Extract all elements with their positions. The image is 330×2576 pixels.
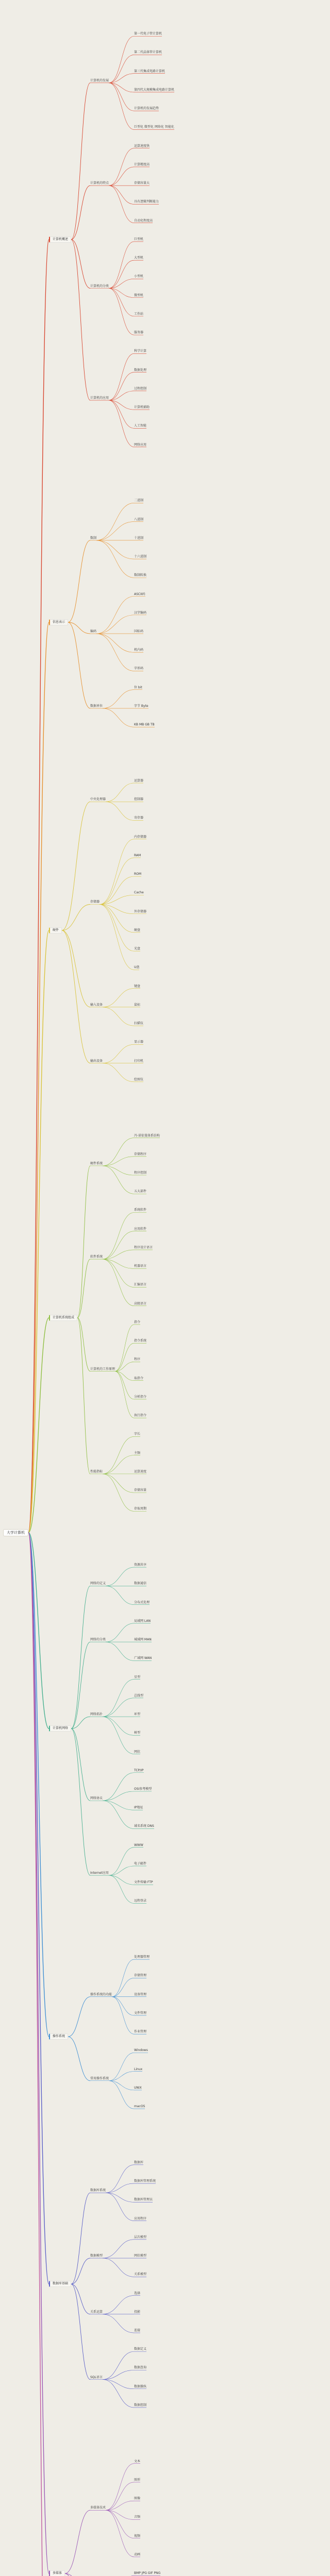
topic-node[interactable]: 硬件系统 xyxy=(90,1161,103,1165)
leaf-node[interactable]: Windows xyxy=(134,2048,148,2053)
leaf-node[interactable]: U盘 xyxy=(134,965,140,970)
link xyxy=(103,690,134,708)
link xyxy=(103,1680,134,1717)
leaf-node[interactable]: 文件传输 FTP xyxy=(134,1880,153,1885)
leaf-node[interactable]: 存储程序 xyxy=(134,1152,147,1156)
leaf-node[interactable]: 二进制 xyxy=(134,499,144,503)
topic-node[interactable]: 操作系统的功能 xyxy=(90,1992,112,1996)
leaf-node[interactable]: 星型 xyxy=(134,1675,141,1679)
link xyxy=(109,167,134,185)
leaf-node[interactable]: 巨型机 xyxy=(134,237,144,241)
leaf-node[interactable]: 数据库管理系统 xyxy=(134,2179,156,2183)
leaf-node[interactable]: 计算机的发展趋势 xyxy=(134,107,159,111)
link xyxy=(103,1801,134,1828)
link xyxy=(77,1166,90,1318)
leaf-node[interactable]: 树型 xyxy=(134,1731,141,1735)
topic-node[interactable]: 性能指标 xyxy=(90,1469,103,1473)
topic-node[interactable]: 计算机的分类 xyxy=(90,284,109,288)
link xyxy=(28,1533,49,2037)
leaf-node[interactable]: 存储管理 xyxy=(134,1974,147,1978)
leaf-node[interactable]: 文本 xyxy=(134,2459,141,2463)
link xyxy=(28,240,49,1533)
leaf-node[interactable]: UNIX xyxy=(134,2086,142,2090)
leaf-node[interactable]: 第三代集成电路计算机 xyxy=(134,69,166,73)
leaf-node[interactable]: WWW xyxy=(134,1843,143,1847)
link xyxy=(96,540,134,578)
link xyxy=(62,930,90,1063)
leaf-node[interactable]: 存储容量大 xyxy=(134,181,150,185)
leaf-node[interactable]: macOS xyxy=(134,2105,145,2109)
link xyxy=(71,240,90,289)
link xyxy=(96,540,134,559)
leaf-node[interactable]: 绘图仪 xyxy=(134,1077,144,1081)
link xyxy=(109,1875,134,1885)
leaf-node[interactable]: 十进制 xyxy=(134,536,144,540)
leaf-node[interactable]: 主频 xyxy=(134,1451,141,1455)
link xyxy=(103,1259,134,1306)
leaf-node[interactable]: 数据处理 xyxy=(134,368,147,372)
link xyxy=(28,1533,49,2573)
leaf-node[interactable]: 处理器管理 xyxy=(134,1955,150,1959)
leaf-node[interactable]: BMP JPG GIF PNG xyxy=(134,2571,161,2575)
leaf-node[interactable]: 微型机 xyxy=(134,293,144,297)
leaf-node[interactable]: IP地址 xyxy=(134,1806,143,1810)
leaf-node[interactable]: 八进制 xyxy=(134,517,144,521)
link xyxy=(109,242,134,289)
link xyxy=(103,1138,134,1166)
leaf-node[interactable]: 过程控制 xyxy=(134,386,147,391)
leaf-node[interactable]: KB MB GB TB xyxy=(134,723,155,727)
link xyxy=(112,1997,134,2034)
branch-node-3[interactable]: 硬件 xyxy=(49,927,62,934)
leaf-node[interactable]: 第二代晶体管计算机 xyxy=(134,50,162,55)
link xyxy=(100,876,134,904)
link xyxy=(100,839,134,905)
leaf-node[interactable]: 存储容量 xyxy=(134,1488,147,1493)
leaf-node[interactable]: 设备管理 xyxy=(134,1992,147,1996)
link xyxy=(68,622,90,634)
leaf-node[interactable]: 冯·诺依曼体系结构 xyxy=(134,1133,160,1138)
leaf-node[interactable]: 层次模型 xyxy=(134,2235,147,2239)
leaf-node[interactable]: 执行指令 xyxy=(134,1414,147,1418)
topic-node[interactable]: 输入设备 xyxy=(90,1003,103,1007)
leaf-node[interactable]: 汇编语言 xyxy=(134,1283,147,1287)
leaf-node[interactable]: ASCII码 xyxy=(134,592,145,596)
link xyxy=(103,989,134,1007)
link xyxy=(109,391,134,400)
link xyxy=(109,83,134,92)
topic-node[interactable]: SQL语言 xyxy=(90,2375,103,2379)
branch-node-6[interactable]: 操作系统 xyxy=(49,2033,68,2040)
link xyxy=(71,1586,90,1728)
link xyxy=(71,83,90,240)
branch-node-8[interactable]: 多媒体 xyxy=(49,2570,65,2576)
link xyxy=(112,1997,134,2015)
topic-node[interactable]: 计算机的发展 xyxy=(90,78,109,82)
leaf-node[interactable]: 应用软件 xyxy=(134,1227,147,1231)
leaf-node[interactable]: 作业管理 xyxy=(134,2030,147,2034)
leaf-node[interactable]: 网络应用 xyxy=(134,443,147,447)
link xyxy=(109,1866,134,1875)
link xyxy=(103,1773,134,1801)
link xyxy=(115,1371,134,1418)
link xyxy=(109,289,134,298)
topic-node[interactable]: 数制 xyxy=(90,536,97,540)
link xyxy=(71,2258,90,2284)
link xyxy=(103,1166,134,1175)
topic-node[interactable]: 软件系统 xyxy=(90,1255,103,1259)
leaf-node[interactable]: 图像 xyxy=(134,2497,141,2501)
leaf-node[interactable]: 运算器 xyxy=(134,778,144,783)
link xyxy=(109,2081,134,2090)
link xyxy=(100,904,134,951)
link xyxy=(68,1997,90,2037)
branch-node-2[interactable]: 信息表示 xyxy=(49,619,68,625)
leaf-node[interactable]: 显示器 xyxy=(134,1040,144,1044)
leaf-node[interactable]: 系统软件 xyxy=(134,1208,147,1212)
leaf-node[interactable]: 图形 xyxy=(134,2478,141,2482)
leaf-node[interactable]: 国标码 xyxy=(134,629,144,633)
link xyxy=(71,185,90,240)
link xyxy=(109,2072,134,2081)
link xyxy=(106,802,134,820)
link xyxy=(109,1848,134,1875)
leaf-node[interactable]: 扫描仪 xyxy=(134,1022,144,1026)
leaf-node[interactable]: 投影 xyxy=(134,2310,141,2314)
link xyxy=(103,1250,134,1259)
link xyxy=(103,2380,134,2389)
link xyxy=(106,2510,134,2519)
leaf-node[interactable]: 汉字编码 xyxy=(134,611,147,615)
link xyxy=(103,2380,134,2408)
link xyxy=(71,2284,90,2314)
link xyxy=(103,1436,134,1473)
link xyxy=(106,1623,134,1642)
leaf-node[interactable]: 高级语言 xyxy=(134,1301,147,1306)
topic-node[interactable]: 网络的分类 xyxy=(90,1638,106,1642)
leaf-node[interactable]: 指令 xyxy=(134,1320,141,1324)
link xyxy=(100,904,134,913)
link xyxy=(106,2501,134,2510)
link xyxy=(112,1978,134,1996)
topic-node[interactable]: 数据模型 xyxy=(90,2254,103,2258)
leaf-node[interactable]: 计算精度高 xyxy=(134,162,150,166)
link xyxy=(109,2081,134,2109)
leaf-node[interactable]: 动画 xyxy=(134,2552,141,2556)
topic-node[interactable]: 编码 xyxy=(90,629,97,633)
leaf-node[interactable]: 寄存器 xyxy=(134,816,144,820)
leaf-node[interactable]: 数据库管理员 xyxy=(134,2198,153,2202)
link xyxy=(96,522,134,540)
link xyxy=(96,615,134,634)
link xyxy=(109,400,134,447)
leaf-node[interactable]: 局域网 LAN xyxy=(134,1619,151,1623)
link xyxy=(115,1362,134,1371)
link xyxy=(77,1318,90,1474)
link xyxy=(28,930,49,1533)
link xyxy=(103,1259,134,1268)
leaf-node[interactable]: 机内码 xyxy=(134,648,144,652)
link xyxy=(106,783,134,802)
link xyxy=(65,2510,90,2573)
leaf-node[interactable]: 数据操纵 xyxy=(134,2384,147,2388)
leaf-node[interactable]: 数制转换 xyxy=(134,573,147,578)
leaf-node[interactable]: 广域网 WAN xyxy=(134,1656,152,1660)
branch-node-4[interactable]: 计算机系统组成 xyxy=(49,1315,77,1321)
leaf-node[interactable]: 电子邮件 xyxy=(134,1861,147,1866)
link xyxy=(103,2351,134,2379)
link xyxy=(109,74,134,83)
leaf-node[interactable]: 控制器 xyxy=(134,798,144,802)
leaf-node[interactable]: 硬盘 xyxy=(134,928,141,932)
leaf-node[interactable]: 音频 xyxy=(134,2515,141,2519)
leaf-node[interactable]: TCP/IP xyxy=(134,1768,144,1772)
link xyxy=(103,1717,134,1754)
leaf-node[interactable]: 小型机 xyxy=(134,275,144,279)
leaf-node[interactable]: 程序控制 xyxy=(134,1171,147,1175)
topic-node[interactable]: 网络拓扑 xyxy=(90,1713,103,1717)
leaf-node[interactable]: Linux xyxy=(134,2067,143,2071)
link xyxy=(103,1717,134,1735)
link xyxy=(103,1791,134,1801)
topic-node[interactable]: 数据单位 xyxy=(90,704,103,708)
branch-node-7[interactable]: 数据库基础 xyxy=(49,2281,71,2287)
leaf-node[interactable]: 环型 xyxy=(134,1713,141,1717)
leaf-node[interactable]: 数据定义 xyxy=(134,2347,147,2351)
link xyxy=(103,1044,134,1063)
link xyxy=(109,353,134,400)
leaf-node[interactable]: 视频 xyxy=(134,2534,141,2538)
leaf-node[interactable]: 打印机 xyxy=(134,1059,144,1063)
leaf-node[interactable]: 工作站 xyxy=(134,312,144,316)
link xyxy=(106,2510,134,2557)
leaf-node[interactable]: 十六进制 xyxy=(134,555,147,559)
topic-node[interactable]: 计算机的特点 xyxy=(90,181,109,185)
link xyxy=(106,2193,134,2221)
leaf-node[interactable]: 第四代大规模集成电路计算机 xyxy=(134,88,175,92)
link xyxy=(68,622,90,708)
link xyxy=(103,708,134,727)
link xyxy=(109,289,134,335)
link xyxy=(103,1698,134,1717)
leaf-node[interactable]: 资源共享 xyxy=(134,1563,147,1567)
link xyxy=(103,2296,134,2314)
leaf-node[interactable]: 内存储器 xyxy=(134,835,147,839)
link xyxy=(62,904,90,930)
link xyxy=(109,83,134,130)
link xyxy=(109,279,134,288)
link xyxy=(103,2258,134,2277)
leaf-node[interactable]: Cache xyxy=(134,891,144,895)
leaf-node[interactable]: OSI参考模型 xyxy=(134,1787,152,1791)
leaf-node[interactable]: ROM xyxy=(134,872,142,876)
leaf-node[interactable]: 键盘 xyxy=(134,984,141,988)
link xyxy=(106,1642,134,1660)
topic-node[interactable]: 常用操作系统 xyxy=(90,2076,109,2080)
leaf-node[interactable]: 选择 xyxy=(134,2291,141,2295)
link xyxy=(77,1318,90,1371)
link xyxy=(103,2314,134,2333)
link xyxy=(96,634,134,671)
link xyxy=(103,1455,134,1474)
leaf-node[interactable]: 字形码 xyxy=(134,667,144,671)
topic-node[interactable]: 计算机的工作原理 xyxy=(90,1367,116,1371)
topic-node[interactable]: 中央处理器 xyxy=(90,798,106,802)
leaf-node[interactable]: 网状 xyxy=(134,1750,141,1754)
link xyxy=(68,540,90,622)
leaf-node[interactable]: 服务器 xyxy=(134,331,144,335)
link xyxy=(106,1586,134,1604)
link xyxy=(65,2573,90,2576)
link xyxy=(103,1157,134,1166)
link xyxy=(106,2464,134,2511)
leaf-node[interactable]: 运算速度快 xyxy=(134,144,150,148)
leaf-node[interactable]: 数据控制 xyxy=(134,2403,147,2407)
leaf-node[interactable]: 数据通信 xyxy=(134,1582,147,1586)
leaf-node[interactable]: 光盘 xyxy=(134,947,141,951)
leaf-node[interactable]: 字节 Byte xyxy=(134,704,148,708)
leaf-node[interactable]: 取指令 xyxy=(134,1376,144,1380)
link xyxy=(109,185,134,204)
link xyxy=(106,1567,134,1586)
topic-node[interactable]: 网络协议 xyxy=(90,1797,103,1801)
link xyxy=(62,802,90,930)
leaf-node[interactable]: 第一代电子管计算机 xyxy=(134,32,162,36)
leaf-node[interactable]: 网状模型 xyxy=(134,2254,147,2258)
link xyxy=(103,1212,134,1259)
leaf-node[interactable]: 自动化程度高 xyxy=(134,218,153,223)
leaf-node[interactable]: 字长 xyxy=(134,1432,141,1436)
link xyxy=(109,2053,134,2080)
leaf-node[interactable]: 大型机 xyxy=(134,256,144,260)
link xyxy=(100,904,134,932)
link xyxy=(115,1325,134,1371)
root-node[interactable]: 大学计算机 xyxy=(3,1529,28,1536)
link xyxy=(103,1063,134,1082)
link xyxy=(103,1166,134,1194)
leaf-node[interactable]: 应用程序 xyxy=(134,2216,147,2221)
link xyxy=(68,2037,90,2081)
leaf-node[interactable]: 连接 xyxy=(134,2329,141,2332)
link xyxy=(100,858,134,905)
link xyxy=(103,1474,134,1511)
leaf-node[interactable]: 分析指令 xyxy=(134,1395,147,1399)
link xyxy=(96,634,134,652)
leaf-node[interactable]: 文件管理 xyxy=(134,2011,147,2015)
leaf-node[interactable]: 人工智能 xyxy=(134,424,147,428)
link xyxy=(112,1959,134,1996)
topic-node[interactable]: 存储器 xyxy=(90,900,100,904)
leaf-node[interactable]: 具有逻辑判断能力 xyxy=(134,200,159,204)
leaf-node[interactable]: 程序设计语言 xyxy=(134,1245,153,1249)
link xyxy=(28,622,49,1533)
leaf-node[interactable]: 城域网 MAN xyxy=(134,1638,152,1642)
link xyxy=(96,597,134,634)
leaf-node[interactable]: 域名系统 DNS xyxy=(134,1824,154,1828)
link xyxy=(103,2240,134,2258)
topic-node[interactable]: 多媒体技术 xyxy=(90,2506,106,2510)
link xyxy=(106,2183,134,2193)
link xyxy=(103,1474,134,1493)
leaf-node[interactable]: 机器语言 xyxy=(134,1264,147,1268)
link xyxy=(109,1875,134,1903)
link xyxy=(96,503,134,540)
leaf-node[interactable]: 远程登录 xyxy=(134,1899,147,1903)
leaf-node[interactable]: 程序 xyxy=(134,1358,141,1362)
leaf-node[interactable]: 巨型化 微型化 网络化 智能化 xyxy=(134,125,174,129)
leaf-node[interactable]: 位 bit xyxy=(134,685,142,689)
leaf-node[interactable]: 关系模型 xyxy=(134,2273,147,2277)
leaf-node[interactable]: 科学计算 xyxy=(134,349,147,353)
link xyxy=(71,2193,90,2284)
leaf-node[interactable]: 分布式处理 xyxy=(134,1600,150,1604)
link xyxy=(103,1801,134,1810)
leaf-node[interactable]: 存取周期 xyxy=(134,1507,147,1511)
leaf-node[interactable]: 指令系统 xyxy=(134,1339,147,1343)
topic-node[interactable]: 关系运算 xyxy=(90,2310,103,2314)
topic-node[interactable]: Internet应用 xyxy=(90,1871,109,1875)
link xyxy=(103,1007,134,1026)
link xyxy=(106,2165,134,2193)
link xyxy=(109,36,134,83)
leaf-node[interactable]: 外存储器 xyxy=(134,909,147,913)
link xyxy=(109,185,134,223)
leaf-node[interactable]: 数据库 xyxy=(134,2160,144,2164)
leaf-node[interactable]: RAM xyxy=(134,853,141,857)
link xyxy=(77,1259,90,1318)
link xyxy=(106,2193,134,2202)
leaf-node[interactable]: 数据查询 xyxy=(134,2366,147,2370)
topic-node[interactable]: 网络的定义 xyxy=(90,1582,106,1586)
leaf-node[interactable]: 总线型 xyxy=(134,1693,144,1698)
topic-node[interactable]: 计算机的应用 xyxy=(90,396,109,400)
link xyxy=(100,895,134,904)
topic-node[interactable]: 输出设备 xyxy=(90,1059,103,1063)
link xyxy=(115,1371,134,1381)
leaf-node[interactable]: 五大部件 xyxy=(134,1190,147,1194)
link xyxy=(100,904,134,970)
leaf-node[interactable]: 鼠标 xyxy=(134,1003,141,1007)
topic-node[interactable]: 数据库系统 xyxy=(90,2189,106,2193)
link xyxy=(109,148,134,185)
link xyxy=(109,400,134,410)
branch-node-5[interactable]: 计算机网络 xyxy=(49,1725,71,1732)
link xyxy=(71,1728,90,1875)
branch-node-1[interactable]: 计算机概述 xyxy=(49,236,71,243)
leaf-node[interactable]: 运算速度 xyxy=(134,1469,147,1473)
link xyxy=(71,1728,90,1801)
leaf-node[interactable]: 计算机辅助 xyxy=(134,405,150,410)
link xyxy=(103,2370,134,2379)
link xyxy=(71,1717,90,1728)
